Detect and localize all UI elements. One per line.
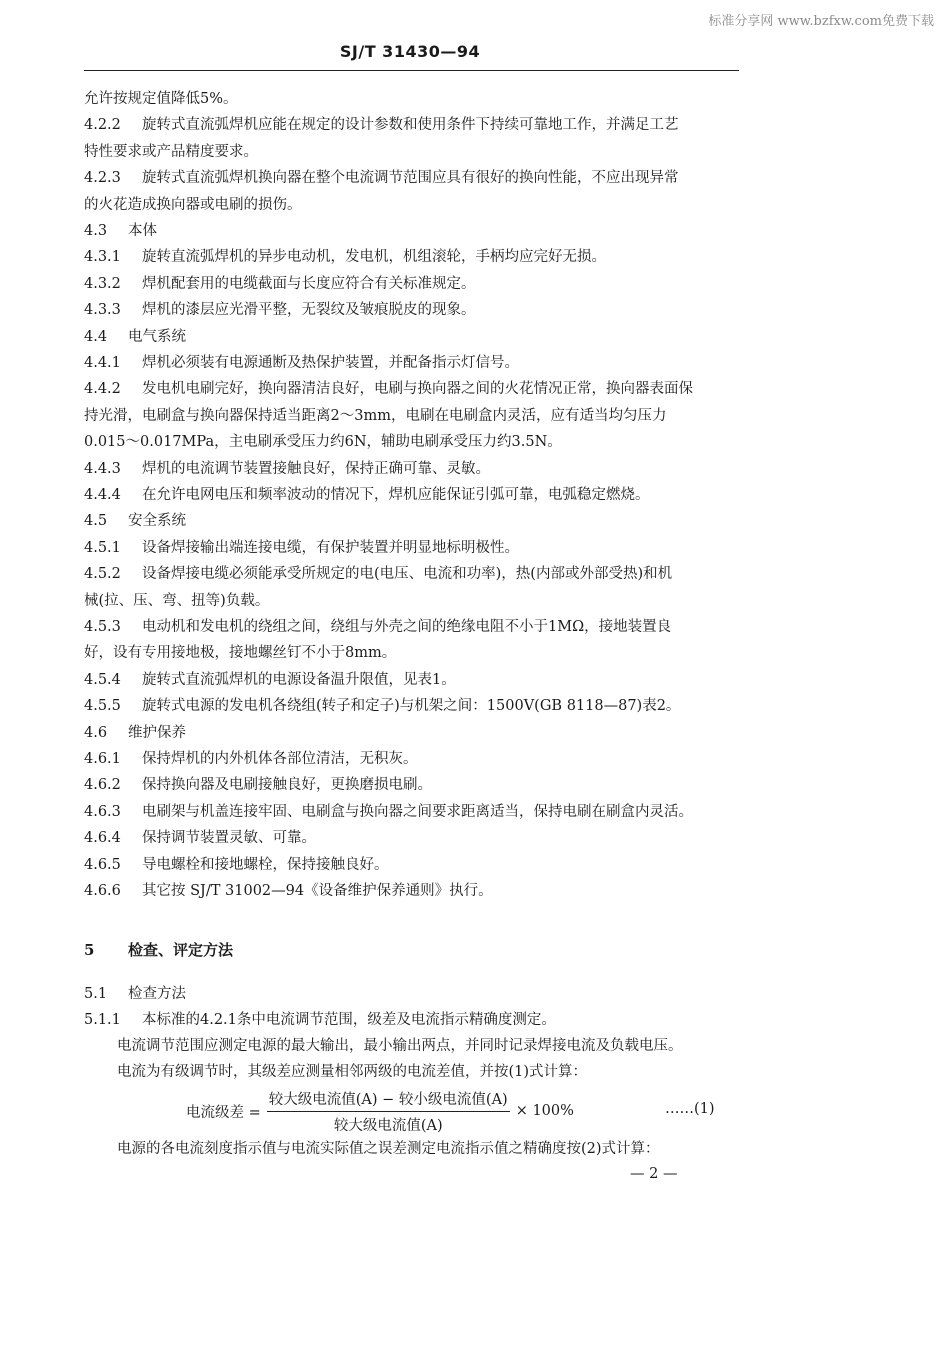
clause-text: 0.015～0.017MPa，主电刷承受压力约6N，辅助电刷承受压力约3.5N。 (84, 434, 562, 451)
body-line (84, 89, 238, 109)
body-line (84, 300, 476, 320)
clause-text: 旋转直流弧焊机的异步电动机，发电机，机组滚轮，手柄均应完好无损。 (142, 249, 606, 266)
body-line (84, 617, 671, 637)
body-line (84, 379, 693, 399)
body-line (84, 485, 650, 505)
clause-text: 械(拉、压、弯、扭等)负载。 (84, 592, 270, 609)
clause-number: 4.4.3 (84, 460, 121, 477)
clause-text: 旋转式电源的发电机各绕组(转子和定子)与机架之间：1500V(GB 8118—87)表2。 (142, 698, 681, 715)
section-title-text: 检查、评定方法 (128, 941, 234, 959)
clause-number: 4.3.2 (84, 275, 121, 292)
clause-number: 4.3.3 (84, 302, 121, 319)
clause-text: 在允许电网电压和频率波动的情况下，焊机应能保证引弧可靠，电弧稳定燃烧。 (142, 487, 650, 503)
clause-text: 旋转式直流弧焊机换向器在整个电流调节范围应具有很好的换向性能，不应出现异常 (142, 170, 679, 187)
body-line (84, 432, 562, 452)
body-line (84, 511, 186, 531)
clause-text: 安全系统 (128, 513, 186, 530)
body-line (84, 749, 418, 769)
section5-line (84, 984, 186, 1004)
body-line (84, 142, 258, 162)
paragraph-indented-2: 电流为有级调节时，其级差应测量相邻两级的电流差值，并按(1)式计算： (117, 1064, 588, 1080)
clause-number: 4.3.1 (84, 249, 121, 266)
body-line (84, 855, 389, 875)
formula-label: ……(1) (665, 1101, 715, 1117)
clause-number: 4.6.3 (84, 803, 121, 820)
clause-number: 4.6.4 (84, 830, 121, 847)
clause-number: 4.6.5 (84, 856, 121, 873)
body-line (84, 459, 490, 479)
body-line (84, 881, 493, 901)
clause-text: 导电螺栓和接地螺栓，保持接触良好。 (142, 856, 389, 873)
clause-number: 4.6.2 (84, 777, 121, 794)
clause-number: 4.4.2 (84, 381, 121, 398)
clause-text: 好，设有专用接地极，接地螺丝钉不小于8mm。 (84, 645, 397, 662)
body-line (84, 775, 432, 795)
clause-number: 4.6.1 (84, 751, 121, 767)
formula-fraction (267, 1088, 510, 1135)
clause-text: 本标准的4.2.1条中电流调节范围，级差及电流指示精确度测定。 (142, 1012, 556, 1028)
clause-text: 电气系统 (128, 328, 186, 345)
clause-text: 发电机电刷完好，换向器清洁良好，电刷与换向器之间的火花情况正常，换向器表面保 (142, 381, 693, 398)
body-line (84, 353, 519, 373)
clause-text: 其它按 SJ/T 31002—94《设备维护保养通则》执行。 (142, 883, 493, 899)
clause-text: 的火花造成换向器或电刷的损伤。 (84, 196, 302, 213)
clause-text: 焊机必须装有电源通断及热保护装置，并配备指示灯信号。 (142, 355, 519, 371)
clause-number: 4.6 (84, 724, 108, 741)
formula-lhs: 电流级差 = (186, 1104, 261, 1121)
paragraph-indented-1: 电流调节范围应测定电源的最大输出，最小输出两点，并同时记录焊接电流及负载电压。 (117, 1038, 683, 1054)
body-line (84, 564, 672, 584)
clause-text: 特性要求或产品精度要求。 (84, 143, 258, 160)
body-line (84, 247, 606, 267)
clause-text: 焊机的电流调节装置接触良好，保持正确可靠、灵敏。 (142, 460, 490, 477)
clause-text: 旋转式直流弧焊机应能在规定的设计参数和使用条件下持续可靠地工作，并满足工艺 (142, 117, 679, 134)
clause-text: 设备焊接电缆必须能承受所规定的电(电压、电流和功率)，热(内部或外部受热)和机 (142, 566, 673, 583)
clause-number: 4.2.3 (84, 170, 121, 187)
clause-number: 4.4.1 (84, 355, 121, 371)
clause-text: 焊机配套用的电缆截面与长度应符合有关标准规定。 (142, 275, 476, 292)
body-line (84, 802, 693, 822)
clause-number: 4.5 (84, 513, 108, 530)
section-number: 5 (84, 941, 95, 959)
clause-text: 允许按规定值降低5%。 (84, 91, 238, 107)
body-line (84, 696, 680, 716)
clause-text: 本体 (128, 223, 157, 239)
clause-text: 电刷架与机盖连接牢固、电刷盒与换向器之间要求距离适当，保持电刷在刷盒内灵活。 (142, 803, 693, 820)
page-number: — 2 — (630, 1166, 678, 1182)
watermark: 标准分享网 www.bzfxw.com免费下载 (708, 14, 934, 29)
clause-number: 4.4 (84, 328, 108, 345)
clause-number: 4.5.4 (84, 671, 121, 688)
body-line (84, 643, 396, 663)
body-line (84, 327, 186, 347)
body-line (84, 670, 456, 690)
clause-number: 4.4.4 (84, 487, 121, 503)
clause-number: 4.5.1 (84, 539, 121, 556)
body-line (84, 538, 519, 558)
clause-text: 设备焊接输出端连接电缆，有保护装置并明显地标明极性。 (142, 539, 519, 556)
header-rule (84, 70, 739, 71)
document-header: SJ/T 31430—94 (339, 42, 481, 61)
body-line (84, 168, 679, 188)
clause-number: 4.5.5 (84, 698, 121, 715)
section-5-title (84, 940, 233, 960)
clause-number: 5.1 (84, 986, 108, 1002)
clause-text: 检查方法 (128, 986, 186, 1002)
clause-text: 维护保养 (128, 724, 186, 741)
paragraph-after-formula: 电源的各电流刻度指示值与电流实际值之误差测定电流指示值之精确度按(2)式计算： (117, 1141, 660, 1157)
section5-line (84, 1010, 556, 1030)
clause-number: 4.5.3 (84, 619, 121, 635)
body-line (84, 274, 476, 294)
body-line (84, 591, 269, 611)
clause-number: 4.5.2 (84, 566, 121, 583)
clause-number: 4.6.6 (84, 883, 121, 899)
clause-number: 4.2.2 (84, 117, 121, 134)
clause-text: 保持调节装置灵敏、可靠。 (142, 830, 316, 847)
body-line (84, 828, 316, 848)
clause-text: 旋转式直流弧焊机的电源设备温升限值，见表1。 (142, 671, 456, 688)
body-line (84, 221, 157, 241)
body-line (84, 115, 679, 135)
body-line (84, 723, 186, 743)
clause-number: 5.1.1 (84, 1012, 121, 1028)
formula-rhs: × 100% (515, 1103, 574, 1119)
body-line (84, 195, 302, 215)
formula-denominator: 较大级电流值(A) (333, 1117, 443, 1134)
formula-1 (186, 1091, 574, 1134)
formula-numerator: 较大级电流值(A) − 较小级电流值(A) (267, 1088, 510, 1112)
clause-number: 4.3 (84, 223, 108, 239)
clause-text: 保持换向器及电刷接触良好，更换磨损电刷。 (142, 777, 432, 794)
clause-text: 焊机的漆层应光滑平整，无裂纹及皱痕脱皮的现象。 (142, 302, 476, 319)
clause-text: 持光滑，电刷盒与换向器保持适当距离2～3mm，电刷在电刷盒内灵活，应有适当均匀压力 (84, 407, 667, 424)
body-line (84, 406, 666, 426)
clause-text: 保持焊机的内外机体各部位清洁，无积灰。 (142, 751, 418, 767)
clause-text: 电动机和发电机的绕组之间，绕组与外壳之间的绝缘电阻不小于1MΩ，接地装置良 (142, 619, 672, 635)
